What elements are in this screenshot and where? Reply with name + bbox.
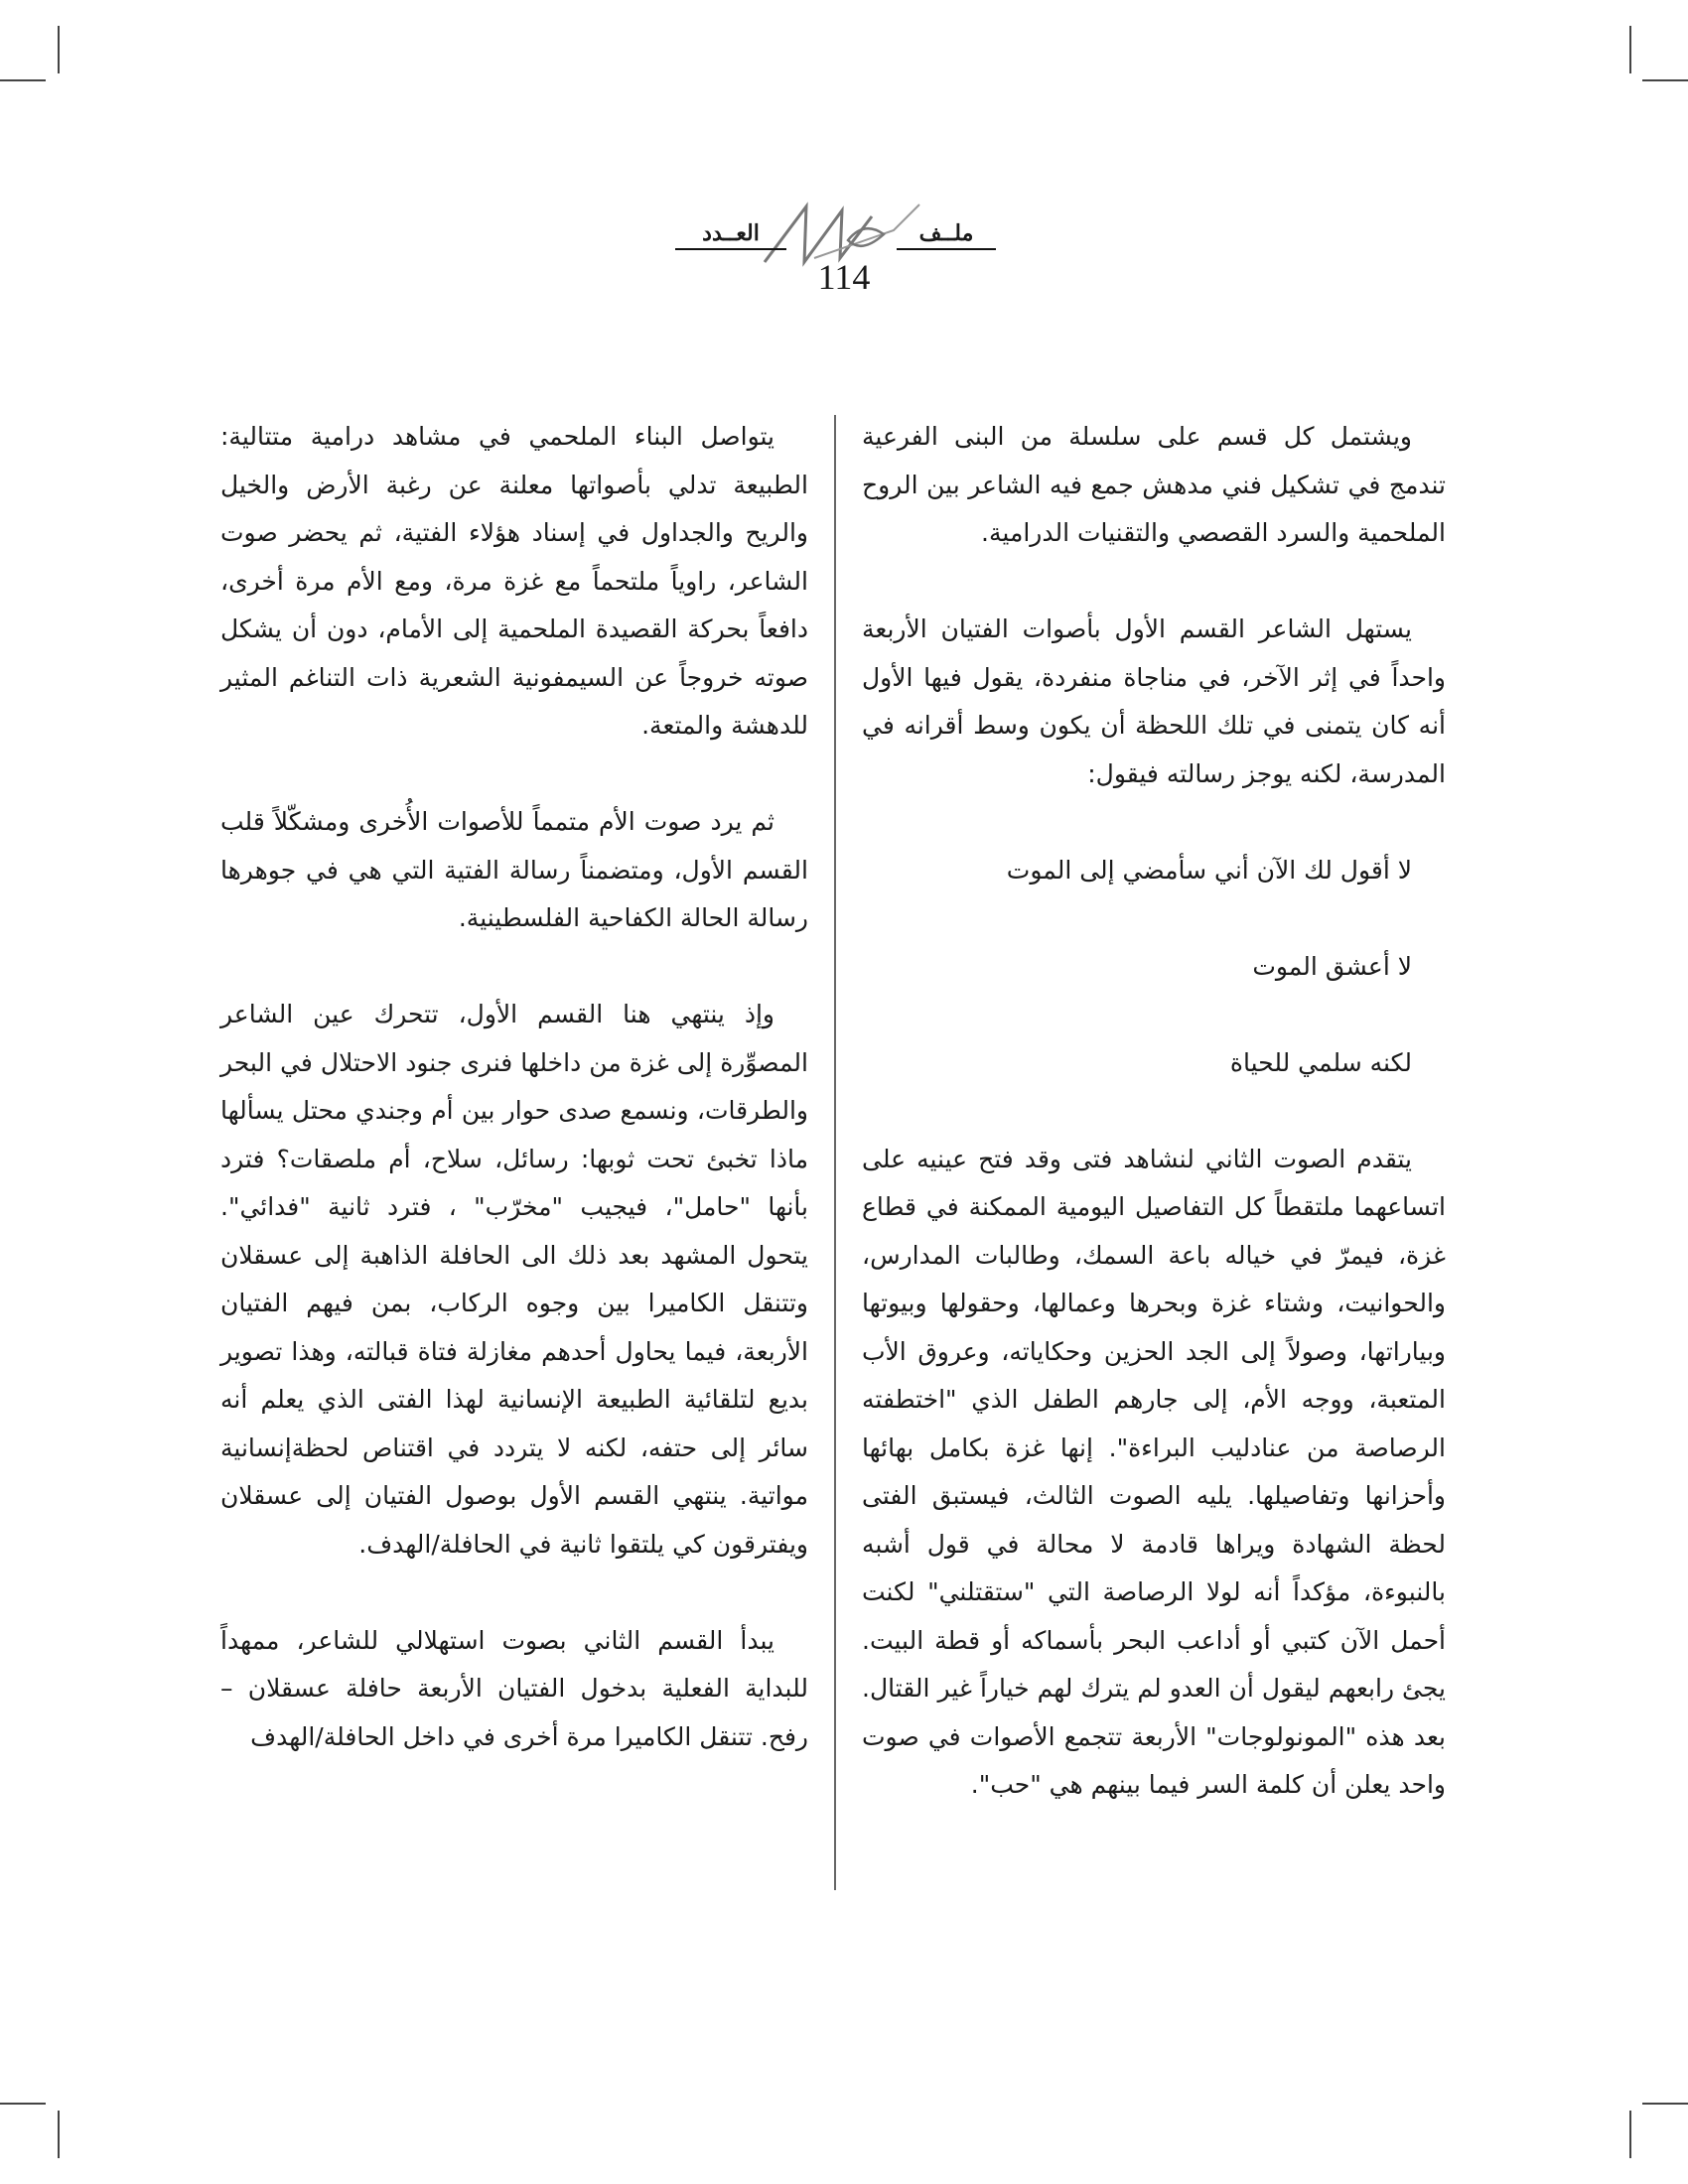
paragraph: يتواصل البناء الملحمي في مشاهد درامية متتالية: الطبيعة تدلي بأصواتها معلنة عن رغبة الأرض والخيل والريح والجداول في إسناد هؤلاء الفتية، ثم يحضر صوت الشاعر، راوياً ملتحماً مع غزة مرة، ومع الأم مرة أخرى، دافعاً بحركة القصيدة الملحمية إلى الأمام، دون أن يشكل صوته خروجاً عن السيمفونية الشعرية ذات التناغم المثير للدهشة والمتعة. [220, 422, 808, 740]
header-rule-left [675, 248, 786, 250]
header-rule-right [897, 248, 996, 250]
paragraph: يبدأ القسم الثاني بصوت استهلالي للشاعر، ممهداً للبداية الفعلية بدخول الفتيان الأربعة حافلة عسقلان – رفح. تتنقل الكاميرا مرة أخرى في داخل الحافلة/الهدف [220, 1625, 808, 1751]
poem-line: لكنه سلمي للحياة [1229, 1047, 1412, 1077]
paragraph: يستهل الشاعر القسم الأول بأصوات الفتيان الأربعة واحداً في إثر الآخر، في مناجاة منفردة، يقول فيها الأول أنه كان يتمنى في تلك اللحظة أن يكون وسط أقرانه في المدرسة، لكنه يوجز رسالته فيقول: [862, 614, 1446, 788]
paragraph: وإذ ينتهي هنا القسم الأول، تتحرك عين الشاعر المصوِّرة إلى غزة من داخلها فنرى جنود الاحتلال في البحر والطرقات، ونسمع صدى حوار بين أم وجندي محتل يسألها ماذا تخبئ تحت ثوبها: رسائل، سلاح، أم ملصقات؟ فترد بأنها "حامل"، فيجيب "مخرّب" ، فترد ثانية "فدائي". يتحول المشهد بعد ذلك الى الحافلة الذاهبة إلى عسقلان وتتنقل الكاميرا بين وجوه الركاب، بمن فيهم الفتيان الأربعة، فيما يحاول أحدهم مغازلة فتاة قبالته، وهذا تصوير بديع لتلقائية الطبيعة الإنسانية لهذا الفتى الذي يعلم أنه سائر إلى حتفه، لكنه لا يتردد في اقتناص لحظةإنسانية مواتية. ينتهي القسم الأول بوصول الفتيان إلى عسقلان ويفترقون كي يلتقوا ثانية في الحافلة/الهدف. [220, 1000, 808, 1559]
left-column [220, 413, 808, 1761]
crop-mark-top-left-h [0, 79, 46, 81]
section-label: ملــف [918, 220, 974, 246]
crop-mark-top-right [1629, 26, 1631, 73]
paragraph: ثم يرد صوت الأم متمماً للأصوات الأُخرى ومشكّلاً قلب القسم الأول، ومتضمناً رسالة الفتية التي هي في جوهرها رسالة الحالة الكفاحية الفلسطينية. [220, 807, 808, 932]
right-column [862, 413, 1446, 1810]
paragraph: يتقدم الصوت الثاني لنشاهد فتى وقد فتح عينيه على اتساعهما ملتقطاً كل التفاصيل اليومية الممكنة في قطاع غزة، فيمرّ في خياله باعة السمك، وطالبات المدارس، والحوانيت، وشتاء غزة وبحرها وعمالها، وحقولها وبيوتها وبياراتها، وصولاً إلى الجد الحزين وحكاياته، وعروق الأب المتعبة، ووجه الأم، إلى جارهم الطفل الذي "اختطفته الرصاصة من عنادليب البراءة". إنها غزة بكامل بهائها وأحزانها وتفاصيلها. يليه الصوت الثالث، فيستبق الفتى لحظة الشهادة ويراها قادمة لا محالة في قول أشبه بالنبوءة، مؤكداً أنه لولا الرصاصة التي "ستقتلني" لكنت أحمل الآن كتبي أو أداعب البحر بأسماكه أو قطة البيت. يجئ رابعهم ليقول أن العدو لم يترك لهم خياراً غير القتال. بعد هذه "المونولوجات" الأربعة تتجمع الأصوات في صوت واحد يعلن أن كلمة السر فيما بينهم هي "حب". [862, 1144, 1446, 1799]
crop-mark-top-left [58, 26, 60, 73]
crop-mark-bottom-left [58, 2111, 60, 2158]
crop-mark-top-right-h [1642, 79, 1688, 81]
crop-mark-bottom-right [1629, 2111, 1631, 2158]
crop-mark-bottom-right-h [1642, 2103, 1688, 2105]
page-number: 114 [817, 257, 871, 297]
issue-label: العــدد [702, 220, 760, 246]
poem-line: لا أعشق الموت [1252, 951, 1412, 981]
column-divider [834, 415, 836, 1890]
page-header [0, 189, 1688, 318]
poem-line: لا أقول لك الآن أني سأمضي إلى الموت [1006, 855, 1412, 885]
crop-mark-bottom-left-h [0, 2103, 46, 2105]
paragraph: ويشتمل كل قسم على سلسلة من البنى الفرعية تندمج في تشكيل فني مدهش جمع فيه الشاعر بين الروح الملحمية والسرد القصصي والتقنيات الدرامية. [862, 422, 1446, 547]
